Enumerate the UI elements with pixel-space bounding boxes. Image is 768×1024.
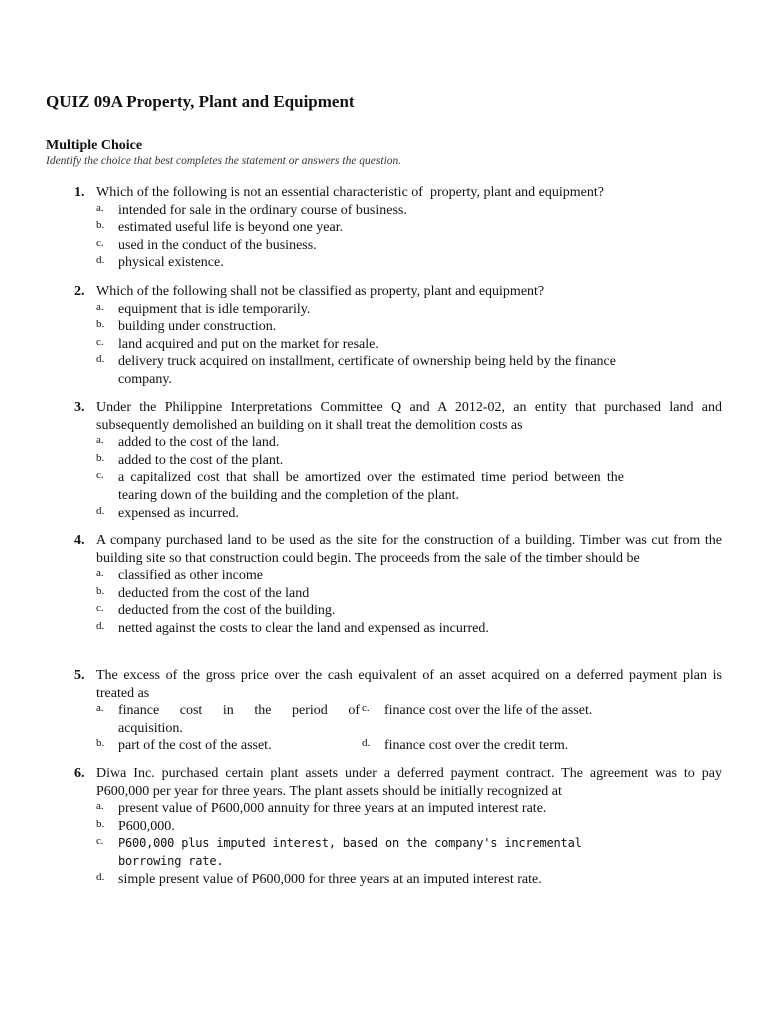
option-text: netted against the costs to clear the land and expensed as incurred. (118, 620, 489, 636)
question-stem: Which of the following shall not be classified as property, plant and equipment? (96, 284, 545, 299)
question-stem: Under the Philippine Interpretations Committee Q and A 2012-02, an entity that purchased land and subsequently demolished an building on it shall treat the demolition costs as (96, 400, 722, 433)
option-letter: b. (96, 584, 105, 597)
option-c[interactable] (96, 835, 621, 870)
question-2 (74, 283, 722, 389)
option-letter: d. (96, 870, 105, 883)
option-text: estimated useful life is beyond one year. (118, 220, 344, 236)
option-letter: d. (96, 254, 105, 267)
option-letter: c. (96, 469, 104, 482)
option-b[interactable] (96, 737, 360, 755)
option-b[interactable] (96, 818, 722, 836)
option-letter: d. (96, 353, 105, 366)
option-letter: a. (96, 201, 104, 214)
option-c[interactable] (96, 602, 722, 620)
option-b[interactable] (96, 585, 722, 603)
option-d[interactable] (96, 620, 722, 638)
option-text: land acquired and put on the market for resale. (118, 336, 379, 352)
instructions: Identify the choice that best completes the statement or answers the question. (46, 155, 402, 167)
page-title: QUIZ 09A Property, Plant and Equipment (46, 92, 355, 111)
question-number: 1. (74, 185, 85, 200)
option-a[interactable] (96, 567, 722, 585)
option-b[interactable] (96, 318, 722, 336)
option-letter: d. (362, 737, 371, 750)
option-letter: b. (96, 219, 105, 232)
option-c[interactable] (362, 702, 722, 737)
option-letter: a. (96, 567, 104, 580)
option-text: classified as other income (118, 568, 264, 584)
option-text: intended for sale in the ordinary course of business. (118, 202, 407, 218)
option-letter: b. (96, 451, 105, 464)
option-text: used in the conduct of the business. (118, 237, 317, 253)
option-text: added to the cost of the plant. (118, 452, 284, 468)
option-a[interactable] (96, 702, 360, 737)
question-number: 2. (74, 284, 85, 299)
option-d[interactable] (96, 353, 628, 388)
option-text: deducted from the cost of the building. (118, 603, 336, 619)
option-text: present value of P600,000 annuity for three years at an imputed interest rate. (118, 801, 547, 817)
option-text: added to the cost of the land. (118, 435, 280, 451)
option-c[interactable] (96, 469, 624, 504)
option-b[interactable] (96, 452, 722, 470)
question-number: 5. (74, 668, 85, 683)
option-c[interactable] (96, 237, 722, 255)
option-letter: c. (96, 236, 104, 249)
question-number: 3. (74, 400, 85, 415)
option-letter: c. (96, 602, 104, 615)
option-text: physical existence. (118, 255, 224, 271)
option-a[interactable] (96, 800, 722, 818)
question-1 (74, 184, 722, 272)
option-a[interactable] (96, 202, 722, 220)
option-b[interactable] (96, 219, 722, 237)
option-text: a capitalized cost that shall be amortized over the estimated time period between the tearing down of the building and the completion of the plant. (118, 470, 624, 503)
option-text: finance cost in the period of acquisition. (118, 703, 360, 736)
option-text: deducted from the cost of the land (118, 585, 310, 601)
option-letter: a. (96, 434, 104, 447)
question-4 (74, 532, 722, 638)
option-letter: a. (96, 800, 104, 813)
option-letter: d. (96, 619, 105, 632)
option-c[interactable] (96, 336, 722, 354)
option-text: delivery truck acquired on installment, certificate of ownership being held by the finance company. (118, 354, 616, 387)
option-text: equipment that is idle temporarily. (118, 301, 311, 317)
section-heading: Multiple Choice (46, 138, 143, 153)
option-letter: d. (96, 504, 105, 517)
option-d[interactable] (96, 254, 722, 272)
option-letter: c. (96, 335, 104, 348)
question-stem: A company purchased land to be used as the site for the construction of a building. Timber was cut from the building site so that construction could begin. The proceeds from the sale of the timber should be (96, 533, 722, 566)
question-stem: Which of the following is not an essential characteristic of property, plant and equipment? (96, 185, 604, 200)
option-letter: a. (96, 300, 104, 313)
option-letter: b. (96, 817, 105, 830)
option-a[interactable] (96, 434, 722, 452)
option-d[interactable] (96, 505, 722, 523)
option-text: finance cost over the credit term. (384, 738, 569, 754)
option-letter: b. (96, 737, 105, 750)
option-text: P600,000 plus imputed interest, based on the company's incremental borrowing rate. (118, 836, 582, 868)
option-letter: b. (96, 318, 105, 331)
option-text: expensed as incurred. (118, 505, 239, 521)
option-letter: c. (96, 835, 104, 848)
option-text: finance cost over the life of the asset. (384, 703, 593, 719)
question-number: 6. (74, 766, 85, 781)
option-a[interactable] (96, 301, 722, 319)
question-stem: Diwa Inc. purchased certain plant assets under a deferred payment contract. The agreement was to pay P600,000 per year for three years. The plant assets should be initially recognized at (96, 766, 722, 799)
option-text: simple present value of P600,000 for three years at an imputed interest rate. (118, 871, 542, 887)
option-letter: c. (362, 702, 370, 715)
question-stem: The excess of the gross price over the cash equivalent of an asset acquired on a deferred payment plan is treated as (96, 668, 722, 701)
option-d[interactable] (362, 737, 722, 755)
option-d[interactable] (96, 871, 722, 889)
option-text: building under construction. (118, 319, 277, 335)
question-3 (74, 399, 722, 522)
option-text: part of the cost of the asset. (118, 738, 272, 754)
option-letter: a. (96, 702, 104, 715)
question-5 (74, 667, 722, 755)
question-6 (74, 765, 722, 888)
option-text: P600,000. (118, 818, 175, 834)
question-number: 4. (74, 533, 85, 548)
